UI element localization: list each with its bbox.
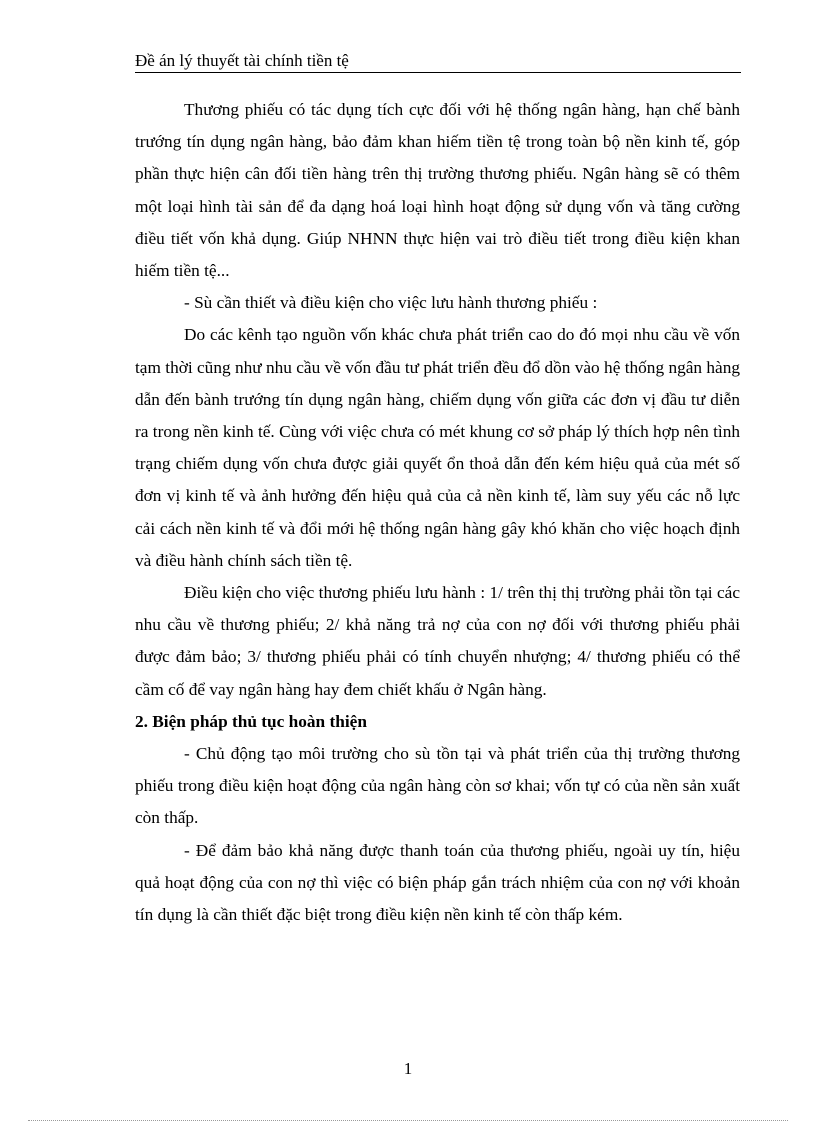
page-bottom-border [28, 1120, 788, 1121]
page-number: 1 [403, 1059, 413, 1078]
paragraph: - Sù cần thiết và điều kiện cho việc lưu hành thương phiếu : [184, 293, 598, 313]
document-body [135, 94, 740, 931]
header-title: Đề án lý thuyết tài chính tiền tệ [135, 51, 349, 70]
paragraph: - Chủ động tạo môi trường cho sù tồn tại và phát triển của thị trường thương phiếu trong điều kiện hoạt động của ngân hàng còn sơ khai; vốn tự có của nền sản xuất còn thấp. [135, 744, 740, 828]
paragraph: - Để đảm bảo khả năng được thanh toán của thương phiếu, ngoài uy tín, hiệu quả hoạt động của con nợ thì việc có biện pháp gắn trách nhiệm của con nợ với khoản tín dụng là cần thiết đặc biệt trong điều kiện nền kinh tế còn thấp kém. [135, 840, 740, 925]
page-header [135, 50, 741, 73]
paragraph: Do các kênh tạo nguồn vốn khác chưa phát triển cao do đó mọi nhu cầu về vốn tạm thời cũng như nhu cầu về vốn đầu tư phát triển đều đổ dồn vào hệ thống ngân hàng dẫn đến bành trướng tín dụng ngân hàng, chiếm dụng vốn giữa các đơn vị đầu tư diễn ra trong nền kinh tế. Cùng với việc chưa có mét khung cơ sở pháp lý thích hợp nên tình trạng chiếm dụng vốn chưa được giải quyết ổn thoả dẫn đến kém hiệu quả của mét số đơn vị kinh tế và ảnh hưởng đến hiệu quả của cả nền kinh tế, làm suy yếu các nỗ lực cải cách nền kinh tế và đổi mới hệ thống ngân hàng gây khó khăn cho việc hoạch định và điều hành chính sách tiền tệ. [135, 325, 740, 570]
section-heading: 2. Biện pháp thủ tục hoàn thiện [135, 711, 367, 731]
paragraph: Thương phiếu có tác dụng tích cực đối với hệ thống ngân hàng, hạn chế bành trướng tín dụng ngân hàng, bảo đảm khan hiếm tiền tệ trong toàn bộ nền kinh tế, góp phần thực hiện cân đối tiền hàng trên thị trường thương phiếu. Ngân hàng sẽ có thêm một loại hình tài sản để đa dạng hoá loại hình hoạt động sử dụng vốn và tăng cường điều tiết vốn khả dụng. Giúp NHNN thực hiện vai trò điều tiết trong điều kiện khan hiếm tiền tệ... [135, 100, 740, 281]
paragraph: Điều kiện cho việc thương phiếu lưu hành : 1/ trên thị thị trường phải tồn tại các nhu cầu về thương phiếu; 2/ khả năng trả nợ của con nợ đối với thương phiếu phải được đảm bảo; 3/ thương phiếu phải có tính chuyển nhượng; 4/ thương phiếu có thể cầm cố để vay ngân hàng hay đem chiết khấu ở Ngân hàng. [135, 583, 740, 699]
